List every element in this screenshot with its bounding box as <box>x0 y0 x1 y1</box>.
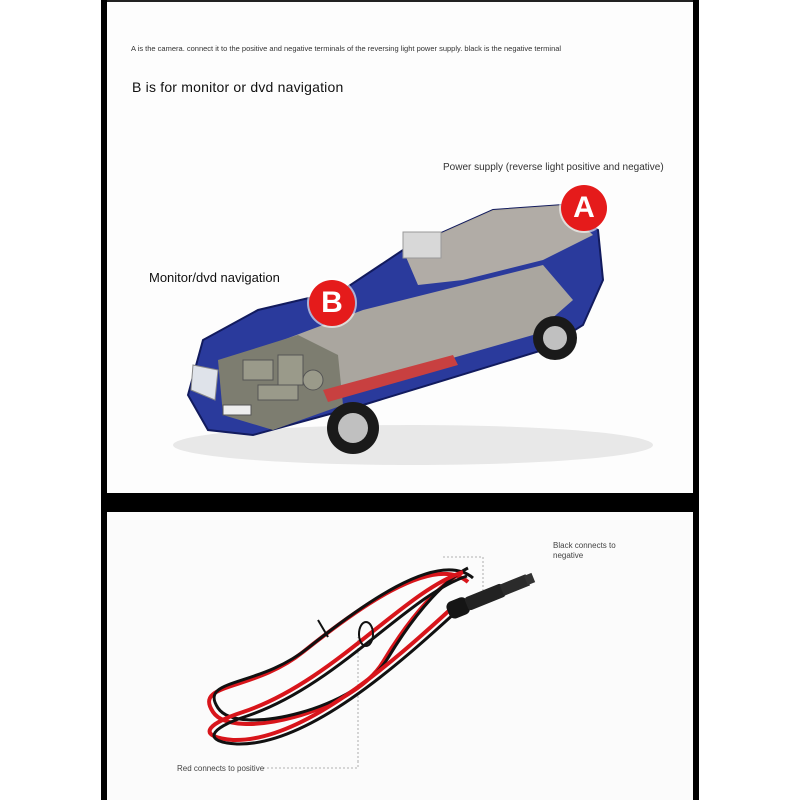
power-supply-label: Power supply (reverse light positive and negative) <box>443 162 664 173</box>
car-cutaway-illustration <box>163 190 683 480</box>
black-wire-label: Black connects to negative <box>553 541 616 560</box>
cable-panel <box>103 512 695 800</box>
monitor-label: Monitor/dvd navigation <box>149 270 280 285</box>
right-margin <box>699 0 800 800</box>
left-margin <box>0 0 101 800</box>
monitor-note: B is for monitor or dvd navigation <box>132 79 344 95</box>
frame-edge-right <box>693 0 699 800</box>
camera-badge-a: A <box>561 185 607 231</box>
frame-edge-left <box>101 0 107 800</box>
panel-divider <box>101 493 699 512</box>
car-diagram-panel <box>103 0 695 493</box>
red-wire-label: Red connects to positive <box>177 764 265 773</box>
camera-wiring-note: A is the camera. connect it to the positive and negative terminals of the reversing light power supply. black is the negative terminal <box>131 44 562 53</box>
monitor-badge-b: B <box>309 280 355 326</box>
